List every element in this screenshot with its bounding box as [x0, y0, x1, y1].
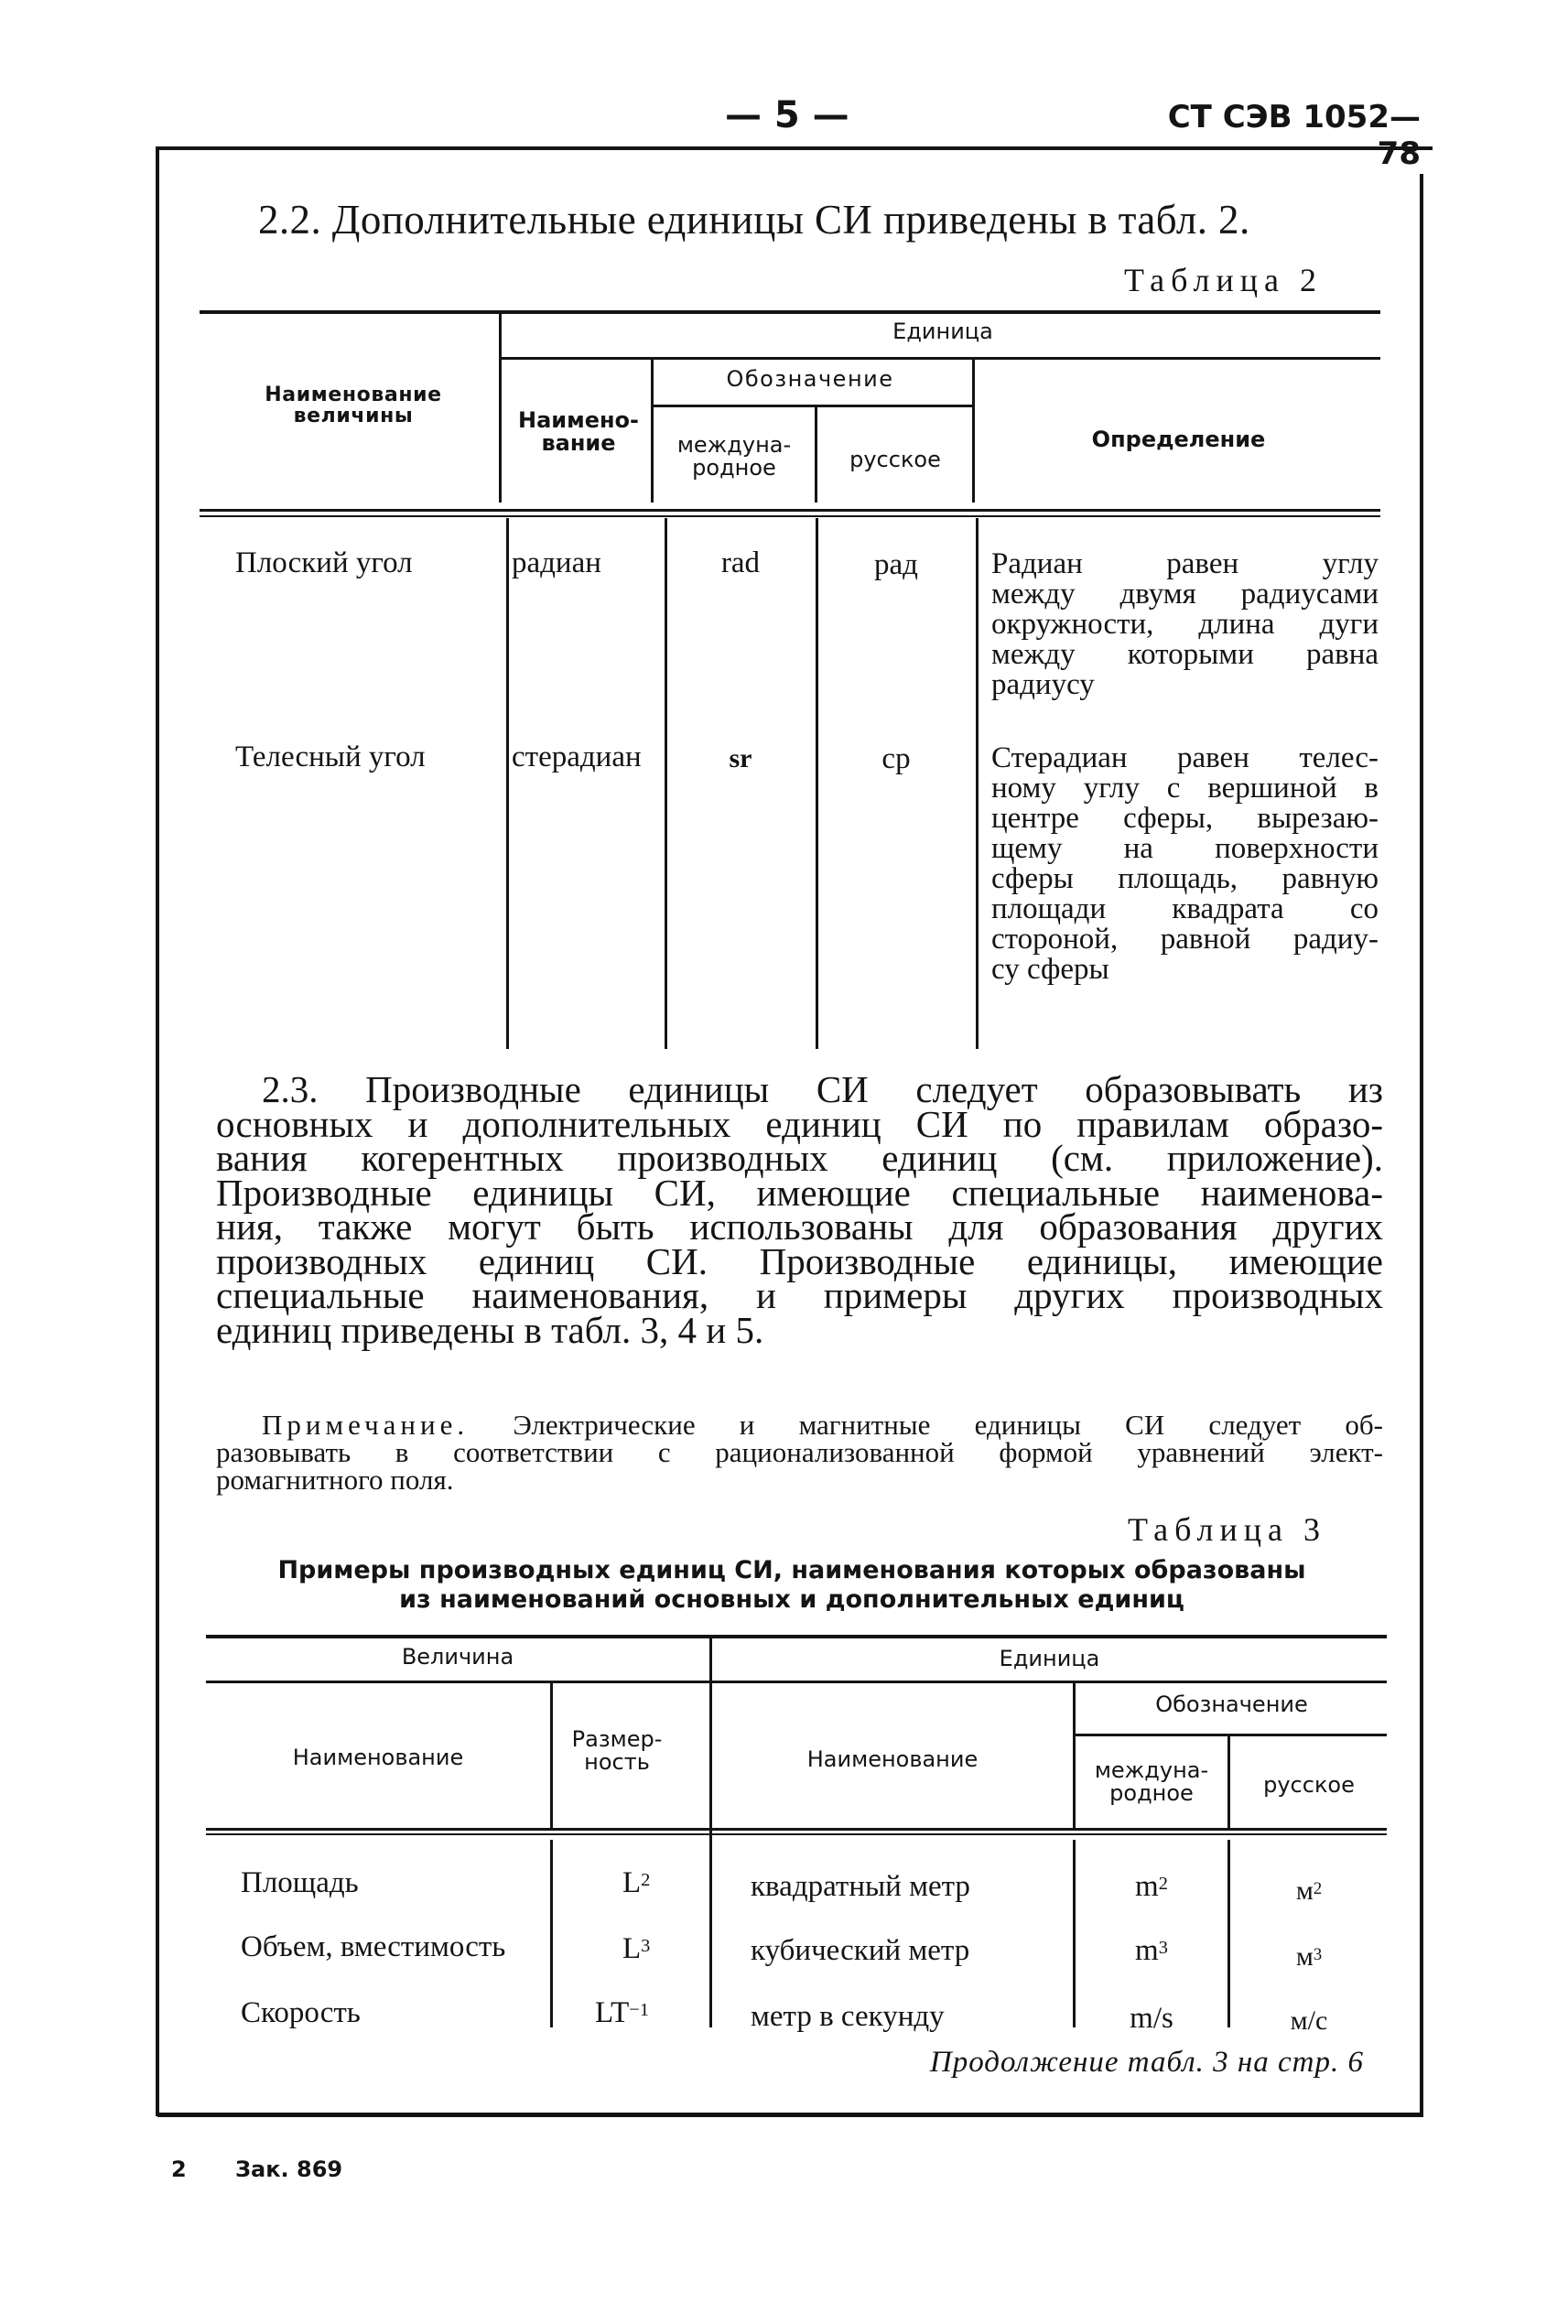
note-label: Примечание. [262, 1409, 470, 1441]
table3-row1-unit: квадратный метр [751, 1870, 970, 1903]
table3-col-divider [550, 1683, 553, 1828]
note-text: Электрические и магнитные единицы СИ следует об- [513, 1409, 1383, 1441]
paragraph-line: вания когерентных производных единиц (см. приложение). [216, 1137, 1383, 1179]
table3-row3-unit: метр в секунду [751, 2000, 945, 2033]
dimension-exponent: −1 [629, 1999, 650, 2020]
definition-line: сферы площадь, равную [991, 862, 1379, 895]
table3-row1-rus [1232, 1876, 1386, 1906]
table3-col-divider [1073, 1683, 1076, 1828]
rus-exponent: 2 [1313, 1878, 1323, 1898]
definition-line: между которыми равна [991, 638, 1379, 671]
table2-row1-intl: rad [720, 546, 761, 579]
table3-row3-dimension [595, 1997, 649, 2029]
table3-top-rule [206, 1635, 1387, 1638]
definition-line: ному углу с вершиной в [991, 772, 1379, 805]
table3-row1-dimension [622, 1867, 650, 1899]
page-frame-bottom [157, 2113, 1423, 2117]
table3-header-unit-group: Единица [999, 1646, 1100, 1671]
intl-exponent: 3 [1158, 1937, 1168, 1958]
table3-header-dimension: Размер-ность [571, 1726, 663, 1776]
table2-row2-definition [991, 743, 1379, 985]
table3-designation-rule [1076, 1734, 1387, 1736]
table2-header-unit-name: Наимено-вание [517, 407, 640, 457]
table3-row2-intl [1078, 1935, 1225, 1967]
table2-header-definition: Определение [1091, 427, 1266, 452]
definition-line: между двумя радиусами [991, 578, 1379, 611]
definition-line: стороной, равной радиу- [991, 923, 1379, 956]
table2-body-divider [976, 518, 979, 1049]
table3-title-line: Примеры производных единиц СИ, наименования которых образованы [277, 1556, 1306, 1584]
table3-row3-rus: м/с [1290, 2005, 1328, 2036]
table3-row2-dimension [622, 1933, 650, 1965]
table2-header-rule [200, 515, 1380, 517]
table2-col-divider [815, 407, 817, 503]
table3-continuation: Продолжение табл. 3 на стр. 6 [929, 2046, 1364, 2079]
table2-caption: Таблица 2 [1124, 262, 1323, 298]
definition-line: щему на поверхности [991, 832, 1379, 865]
table3-row2-unit: кубический метр [751, 1934, 970, 1967]
table3-row3-name: Скорость [241, 1996, 361, 2029]
table2-header-designation: Обозначение [726, 366, 894, 392]
definition-line: Радиан равен углу [991, 547, 1379, 580]
section-2-3-text [216, 1068, 1383, 1351]
note [216, 1411, 1383, 1494]
table2-row2-rus: ср [881, 742, 911, 775]
dimension-base: L [622, 1866, 642, 1899]
table2-row2-quantity: Телесный угол [235, 740, 426, 773]
table2-unit-rule [502, 357, 1380, 360]
rus-base: м [1295, 1941, 1314, 1972]
note-line: ромагнитного поля. [216, 1464, 454, 1496]
table3-header-unit-name: Наименование [806, 1746, 979, 1772]
table3-caption: Таблица 3 [1128, 1511, 1326, 1548]
rus-base: м [1295, 1875, 1314, 1906]
table3-row1-intl [1078, 1871, 1225, 1903]
intl-base: m [1135, 1870, 1159, 1903]
table2-row1-unit: радиан [512, 546, 601, 579]
table3-row2-name: Объем, вместимость [241, 1930, 506, 1963]
table2-header-quantity: Наименование величины [265, 384, 442, 428]
table3-body-divider [1227, 1840, 1230, 2027]
table2-row1-rus: рад [874, 548, 918, 581]
dimension-base: LT [595, 1996, 630, 2029]
table2-row2-intl: sr [729, 743, 752, 773]
table2-designation-rule [654, 405, 974, 407]
table2-header-unit-group: Единица [892, 319, 993, 344]
table3-body-divider [550, 1840, 553, 2027]
note-line: разовывать в соответствии с рационализованной формой уравнений элект- [216, 1436, 1383, 1468]
table2-row1-definition [991, 549, 1379, 700]
table3-header-rule [206, 1828, 1387, 1831]
table2-header-russian: русское [849, 447, 941, 472]
table2-top-rule [200, 310, 1380, 314]
table2-col-divider [651, 360, 654, 503]
table3-body-divider [1073, 1840, 1076, 2027]
definition-line: окружности, длина дуги [991, 608, 1379, 641]
table2-row2-unit: стерадиан [512, 740, 642, 773]
table2-body-divider [816, 518, 818, 1049]
table2-header-international: междуна-родное [676, 432, 792, 481]
table3-header-quantity-group: Величина [401, 1644, 514, 1670]
table3-header-name: Наименование [292, 1745, 464, 1770]
definition-line: площади квадрата со [991, 892, 1379, 925]
paragraph-line: Производные единицы СИ, имеющие специальные наименова- [216, 1171, 1383, 1214]
table2-col-divider [499, 310, 502, 503]
intl-exponent: 2 [1158, 1873, 1168, 1894]
table3-title [206, 1556, 1378, 1615]
definition-line: Стерадиан равен телес- [991, 741, 1379, 774]
table2-body-divider [506, 518, 509, 1049]
dimension-exponent: 3 [641, 1935, 651, 1956]
table3-row3-intl: m/s [1130, 2002, 1173, 2035]
table3-header-designation: Обозначение [1155, 1692, 1308, 1717]
page-number: — 5 — [725, 94, 849, 136]
paragraph-line: единиц приведены в табл. 3, 4 и 5. [216, 1308, 764, 1351]
paragraph-line: специальные наименования, и примеры других производных [216, 1274, 1383, 1316]
definition-line: радиусу [991, 668, 1095, 701]
paragraph-line: основных и дополнительных единиц СИ по правилам образо- [216, 1102, 1383, 1145]
table3-row2-rus [1232, 1942, 1386, 1972]
paragraph-line: ния, также могут быть использованы для образования других [216, 1205, 1383, 1248]
table2-header-rule [200, 509, 1380, 512]
page-frame-right [1420, 174, 1423, 2116]
note-line [216, 1411, 1383, 1439]
rus-exponent: 3 [1313, 1944, 1323, 1964]
table3-title-line: из наименований основных и дополнительных единиц [399, 1585, 1184, 1614]
definition-line: су сферы [991, 953, 1109, 986]
paragraph-line: производных единиц СИ. Производные единицы, имеющие [216, 1239, 1383, 1282]
table3-header-russian: русское [1263, 1772, 1355, 1798]
table3-row1-name: Площадь [241, 1866, 359, 1899]
table2-row1-quantity: Плоский угол [235, 546, 413, 579]
dimension-base: L [622, 1932, 642, 1965]
standard-code: СТ СЭВ 1052—78 [1167, 99, 1421, 172]
table3-group-rule [206, 1681, 709, 1683]
dimension-exponent: 2 [641, 1869, 651, 1890]
intl-base: m [1135, 1934, 1159, 1967]
table2-body-divider [665, 518, 667, 1049]
paragraph-line: 2.3. Производные единицы СИ следует образовывать из [262, 1068, 1383, 1110]
table3-header-rule [206, 1833, 1387, 1835]
section-2-2-text: 2.2. Дополнительные единицы СИ приведены в табл. 2. [258, 197, 1250, 243]
table2-col-divider [972, 360, 975, 503]
page-frame-left [156, 146, 159, 2116]
definition-line: центре сферы, вырезаю- [991, 802, 1379, 835]
footer-sheet-number: 2 [171, 2156, 187, 2182]
table3-header-international: междуна-родное [1094, 1757, 1209, 1807]
table3-col-divider [1227, 1736, 1230, 1828]
table3-group-rule [712, 1681, 1387, 1683]
footer-order-number: Зак. 869 [235, 2156, 343, 2182]
table3-body-divider [709, 1840, 712, 2027]
